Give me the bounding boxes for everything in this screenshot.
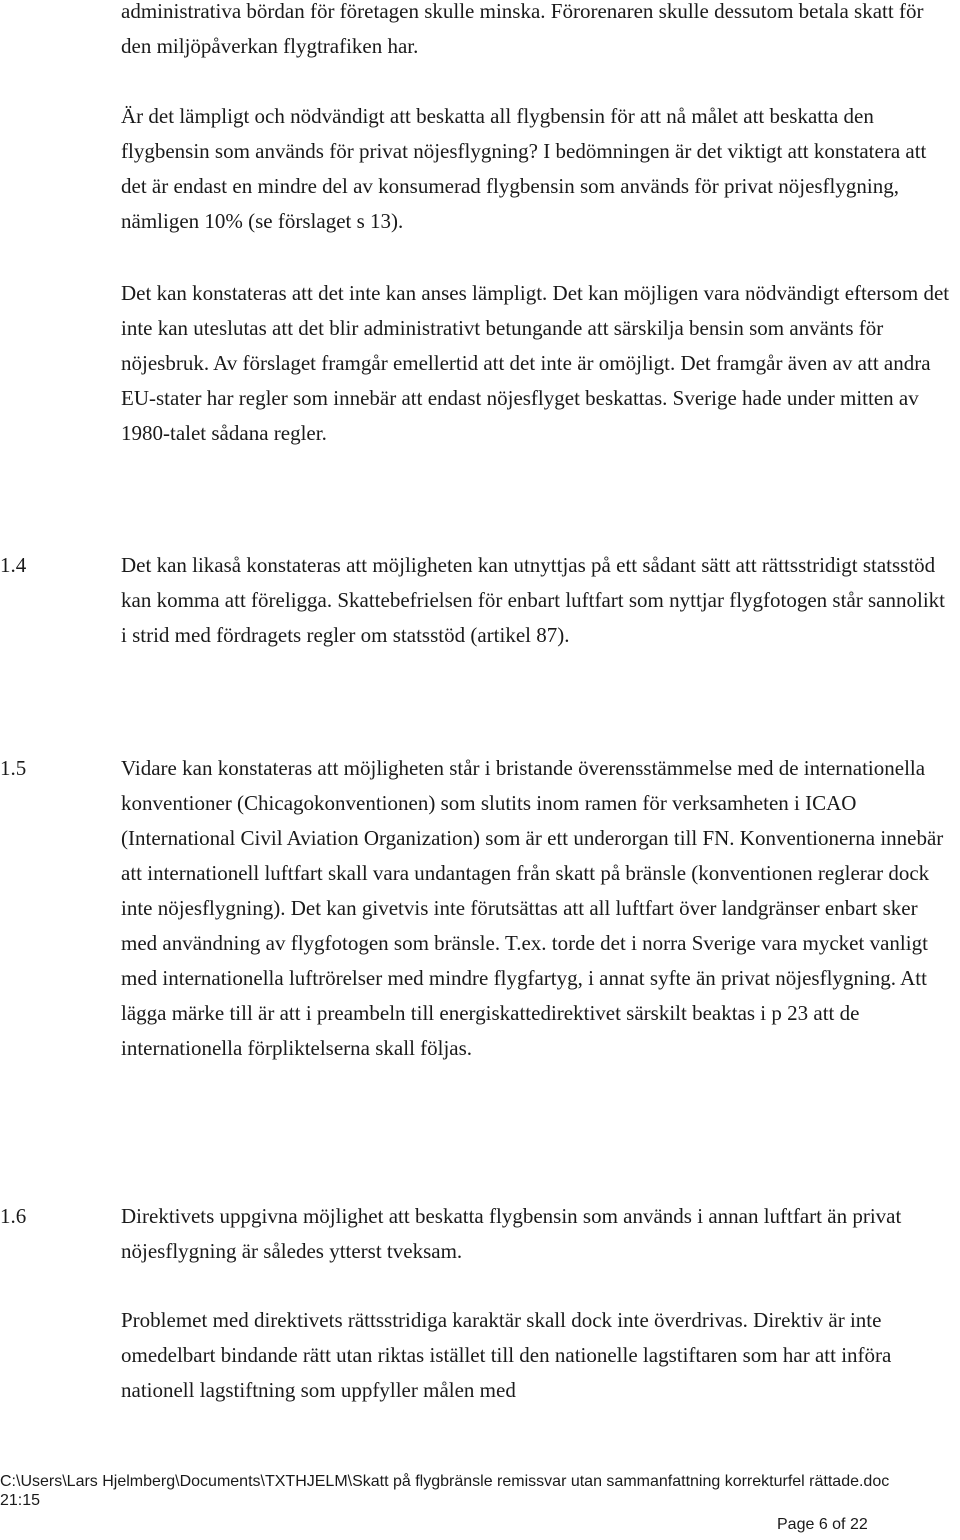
paragraph-intro-continuation: administrativa bördan för företagen skulle minska. Förorenaren skulle dessutom betala skatt för den miljöpåverkan flygtrafiken har. [121, 0, 924, 58]
section-text-1-4: Det kan likaså konstateras att möjligheten kan utnyttjas på ett sådant sätt att rättsstridigt statsstöd kan komma att föreligga. Skattebefrielsen för enbart luftfart som nyttjar flygfotogen står sannolikt i strid med fördragets regler om statsstöd (artikel 87). [121, 553, 946, 647]
section-1-6-continuation: Problemet med direktivets rättsstridiga karaktär skall dock inte överdrivas. Direktiv är inte omedelbart bindande rätt utan riktas istället till den nationelle lagstiftaren som har att införa nationell lagstiftning som uppfyller målen med [121, 1308, 892, 1402]
section-number-1-6: 1.6 [0, 1204, 27, 1228]
paragraph-question: Är det lämpligt och nödvändigt att beskatta all flygbensin för att nå målet att beskatta den flygbensin som används för privat nöjesflygning? I bedömningen är det viktigt att konstatera att det är endast en mindre del av konsumerad flygbensin som används för privat nöjesflygning, nämligen 10% (se förslaget s 13). [121, 104, 927, 233]
section-number-1-5: 1.5 [0, 756, 27, 780]
section-text-1-6: Direktivets uppgivna möjlighet att beskatta flygbensin som används i annan luftfart än privat nöjesflygning är således ytterst tveksam. [121, 1204, 902, 1263]
section-number-1-4: 1.4 [0, 553, 27, 577]
footer-page-number: Page 6 of 22 [777, 1516, 868, 1533]
section-text-1-5: Vidare kan konstateras att möjligheten står i bristande överensstämmelse med de internationella konventioner (Chicagokonventionen) som slutits inom ramen för verksamheten i ICAO (International Civil Aviation Organization) som är ett underorgan till FN. Konventionerna innebär att internationell luftfart skall vara undantagen från skatt på bränsle (konventionen reglerar dock inte nöjesflygning). Det kan givetvis inte förutsättas att all luftfart över landgränser enbart sker med användning av flygfotogen som bränsle. T.ex. torde det i norra Sverige vara mycket vanligt med internationella luftrörelser med mindre flygfartyg, i annat syfte än privat nöjesflygning. Att lägga märke till är att i preambeln till energiskattedirektivet särskilt beaktas i p 23 att de internationella förpliktelserna skall följas. [121, 756, 944, 1060]
footer-file-path: C:\Users\Lars Hjelmberg\Documents\TXTHJELM\Skatt på flygbränsle remissvar utan sammanfattning korrekturfel rättade.doc 21:15 [0, 1473, 890, 1509]
paragraph-conclusion: Det kan konstateras att det inte kan anses lämpligt. Det kan möjligen vara nödvändigt eftersom det inte kan uteslutas att det blir administrativt betungande att särskilja bensin som använts för nöjesbruk. Av förslaget framgår emellertid att det inte är omöjligt. Det framgår även av att andra EU-stater har regler som innebär att endast nöjesflyget beskattas. Sverige hade under mitten av 1980-talet sådana regler. [121, 281, 950, 445]
